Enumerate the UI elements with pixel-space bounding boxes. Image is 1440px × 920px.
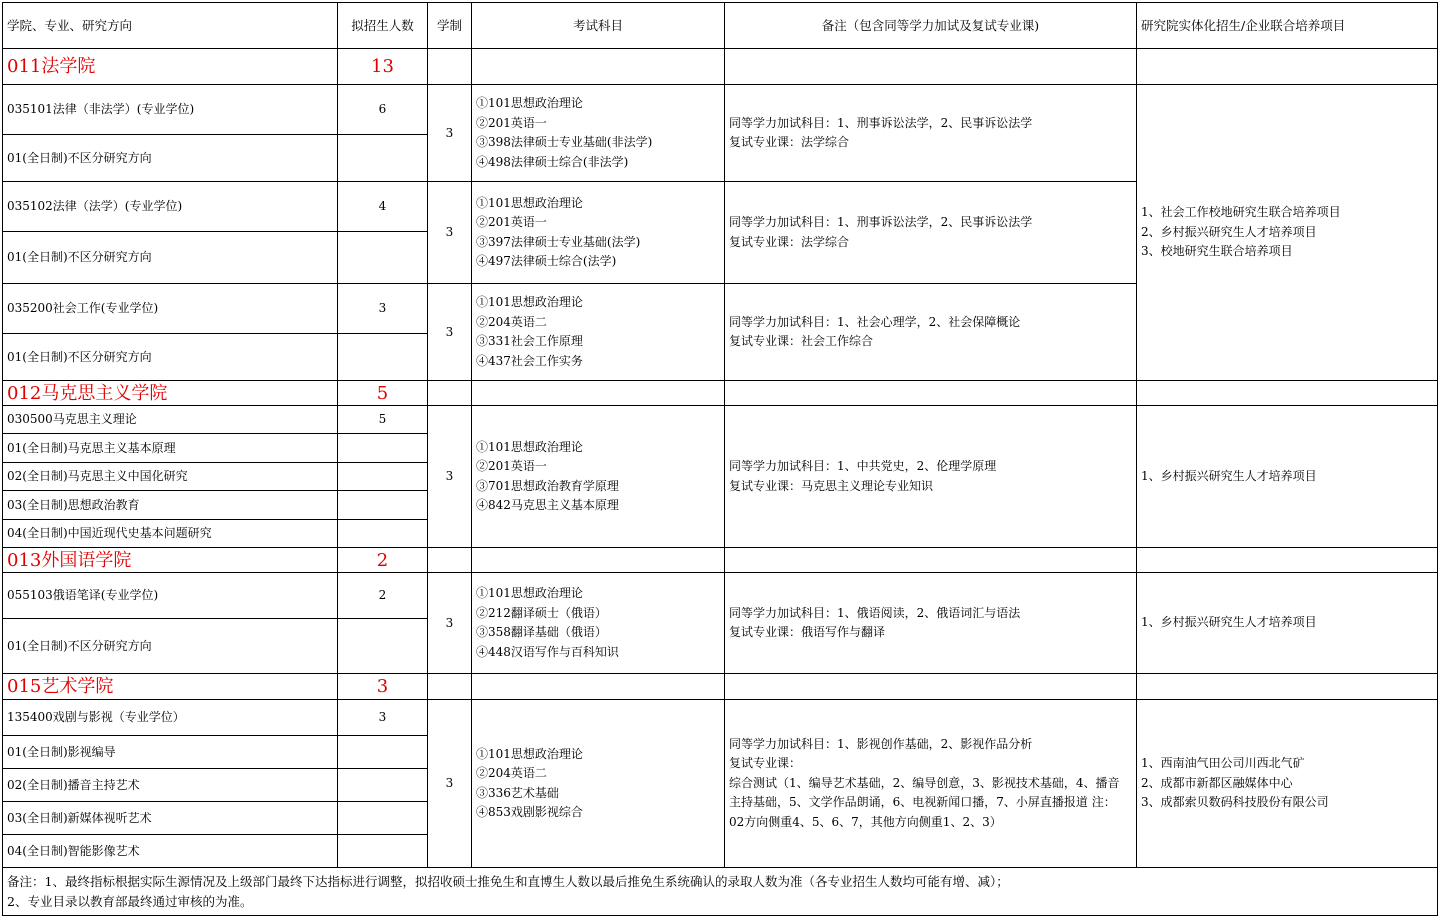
project-item: 3、校地研究生联合培养项目 (1141, 244, 1293, 259)
footer-line: 备注：1、最终指标根据实际生源情况及上级部门最终下达指标进行调整，拟招收硕士推免生和直博生人数以最后推免生系统确认的录取人数为准（各专业招生人数均可能有增、减）； (7, 873, 1009, 889)
direction-name: 04(全日制)中国近现代史基本问题研究 (3, 520, 338, 548)
major-row (3, 85, 1438, 135)
college-row (3, 548, 1438, 573)
years: 3 (428, 85, 472, 182)
footer-notes (3, 868, 1438, 916)
note-line: 复试专业课： (729, 756, 802, 771)
major-count: 4 (338, 182, 428, 232)
exam-item: ②201英语一 (476, 459, 547, 473)
college-name: 011法学院 (3, 49, 338, 85)
notes (725, 284, 1137, 381)
project-item: 2、成都市新都区融媒体中心 (1141, 775, 1293, 790)
projects (1137, 85, 1438, 381)
exam-item: ②204英语二 (476, 314, 547, 329)
header-exams: 考试科目 (472, 3, 725, 49)
exam-item: ④498法律硕士综合(非法学) (476, 154, 629, 169)
exam-item: ②201英语一 (476, 115, 547, 130)
exam-item: ③398法律硕士专业基础(非法学) (476, 135, 653, 149)
exam-subjects (472, 406, 725, 548)
major-name: 035101法律（非法学）(专业学位) (3, 85, 338, 135)
major-count: 5 (338, 406, 428, 434)
major-name: 030500马克思主义理论 (3, 406, 338, 434)
projects (1137, 700, 1438, 868)
exam-item: ③358翻译基础（俄语） (476, 625, 607, 639)
exam-item: ③331社会工作原理 (476, 334, 583, 348)
exam-item: ①101思想政治理论 (476, 586, 583, 600)
college-row (3, 381, 1438, 406)
note-line: 同等学力加试科目：1、中共党史，2、伦理学原理 (729, 459, 997, 473)
major-row (3, 700, 1438, 736)
years: 3 (428, 700, 472, 868)
note-line: 同等学力加试科目：1、俄语阅读，2、俄语词汇与语法 (729, 605, 1021, 620)
college-name: 012马克思主义学院 (3, 381, 338, 406)
exam-item: ①101思想政治理论 (476, 746, 583, 761)
direction-name: 03(全日制)新媒体视听艺术 (3, 802, 338, 835)
header-notes: 备注（包含同等学力加试及复试专业课) (725, 3, 1137, 49)
major-name: 035102法律（法学）(专业学位) (3, 182, 338, 232)
exam-item: ①101思想政治理论 (476, 195, 583, 210)
note-line: 同等学力加试科目：1、刑事诉讼法学，2、民事诉讼法学 (729, 215, 1033, 229)
projects (1137, 406, 1438, 548)
header-count: 拟招生人数 (338, 3, 428, 49)
major-row (3, 573, 1438, 619)
notes (725, 700, 1137, 868)
project-item: 1、西南油气田公司川西北气矿 (1141, 756, 1305, 771)
college-count: 3 (338, 674, 428, 700)
header-row (3, 3, 1438, 49)
direction-name: 04(全日制)智能影像艺术 (3, 835, 338, 868)
footer-line: 2、专业目录以教育部最终通过审核的为准。 (7, 893, 253, 909)
note-line: 复试专业课：马克思主义理论专业知识 (729, 478, 934, 493)
note-line: 同等学力加试科目：1、影视创作基础，2、影视作品分析 (729, 736, 1033, 751)
exam-item: ②204英语二 (476, 766, 547, 780)
college-count: 5 (338, 381, 428, 406)
years: 3 (428, 182, 472, 284)
projects (1137, 573, 1438, 674)
header-college-major: 学院、专业、研究方向 (3, 3, 338, 49)
college-row (3, 49, 1438, 85)
direction-name: 01(全日制)马克思主义基本原理 (3, 434, 338, 463)
note-line: 复试专业课：俄语写作与翻译 (729, 625, 886, 639)
college-count: 2 (338, 548, 428, 573)
exam-item: ①101思想政治理论 (476, 295, 583, 309)
header-projects: 研究院实体化招生/企业联合培养项目 (1137, 3, 1438, 49)
project-item: 1、社会工作校地研究生联合培养项目 (1141, 205, 1341, 220)
major-name: 135400戏剧与影视（专业学位） (3, 700, 338, 736)
exam-item: ①101思想政治理论 (476, 439, 583, 454)
direction-name: 02(全日制)马克思主义中国化研究 (3, 463, 338, 491)
project-item: 1、乡村振兴研究生人才培养项目 (1141, 468, 1317, 483)
exam-item: ③701思想政治教育学原理 (476, 478, 619, 493)
direction-name: 01(全日制)不区分研究方向 (3, 619, 338, 674)
notes (725, 85, 1137, 182)
notes (725, 182, 1137, 284)
direction-name: 02(全日制)播音主持艺术 (3, 769, 338, 802)
direction-name: 01(全日制)影视编导 (3, 736, 338, 769)
exam-item: ④448汉语写作与百科知识 (476, 644, 619, 659)
major-count: 6 (338, 85, 428, 135)
college-name: 015艺术学院 (3, 674, 338, 700)
notes (725, 406, 1137, 548)
major-count: 3 (338, 700, 428, 736)
college-count: 13 (338, 49, 428, 85)
college-row (3, 674, 1438, 700)
years: 3 (428, 573, 472, 674)
exam-item: ④437社会工作实务 (476, 353, 583, 368)
years: 3 (428, 284, 472, 381)
exam-item: ②212翻译硕士（俄语） (476, 605, 607, 620)
note-line: 复试专业课：法学综合 (729, 234, 850, 249)
exam-subjects (472, 700, 725, 868)
direction-name: 01(全日制)不区分研究方向 (3, 334, 338, 381)
note-line: 综合测试（1、编导艺术基础，2、编导创意，3、影视技术基础，4、播音主持基础，5、文学作品朗诵，6、电视新闻口播，7、小屏直播报道 注：02方向侧重4、5、6、7，其他方向侧重1、2、3） (729, 775, 1120, 829)
direction-name: 01(全日制)不区分研究方向 (3, 232, 338, 284)
exam-item: ④497法律硕士综合(法学) (476, 254, 617, 268)
exam-item: ④853戏剧影视综合 (476, 805, 583, 819)
exam-subjects (472, 182, 725, 284)
exam-item: ①101思想政治理论 (476, 96, 583, 110)
header-years: 学制 (428, 3, 472, 49)
exam-item: ④842马克思主义基本原理 (476, 498, 619, 512)
admissions-table (2, 2, 1438, 916)
exam-subjects (472, 85, 725, 182)
note-line: 复试专业课：法学综合 (729, 135, 850, 149)
major-count: 2 (338, 573, 428, 619)
exam-item: ③336艺术基础 (476, 785, 559, 800)
major-name: 035200社会工作(专业学位) (3, 284, 338, 334)
footer-row (3, 868, 1438, 916)
college-name: 013外国语学院 (3, 548, 338, 573)
project-item: 1、乡村振兴研究生人才培养项目 (1141, 615, 1317, 630)
project-item: 2、乡村振兴研究生人才培养项目 (1141, 224, 1317, 239)
major-count: 3 (338, 284, 428, 334)
notes (725, 573, 1137, 674)
note-line: 同等学力加试科目：1、刑事诉讼法学，2、民事诉讼法学 (729, 115, 1033, 130)
note-line: 复试专业课：社会工作综合 (729, 334, 874, 348)
exam-item: ②201英语一 (476, 215, 547, 229)
major-row (3, 406, 1438, 434)
exam-subjects (472, 284, 725, 381)
direction-name: 03(全日制)思想政治教育 (3, 491, 338, 520)
note-line: 同等学力加试科目：1、社会心理学，2、社会保障概论 (729, 314, 1021, 329)
exam-subjects (472, 573, 725, 674)
major-name: 055103俄语笔译(专业学位) (3, 573, 338, 619)
exam-item: ③397法律硕士专业基础(法学) (476, 234, 641, 249)
direction-name: 01(全日制)不区分研究方向 (3, 135, 338, 182)
years: 3 (428, 406, 472, 548)
project-item: 3、成都索贝数码科技股份有限公司 (1141, 795, 1329, 810)
